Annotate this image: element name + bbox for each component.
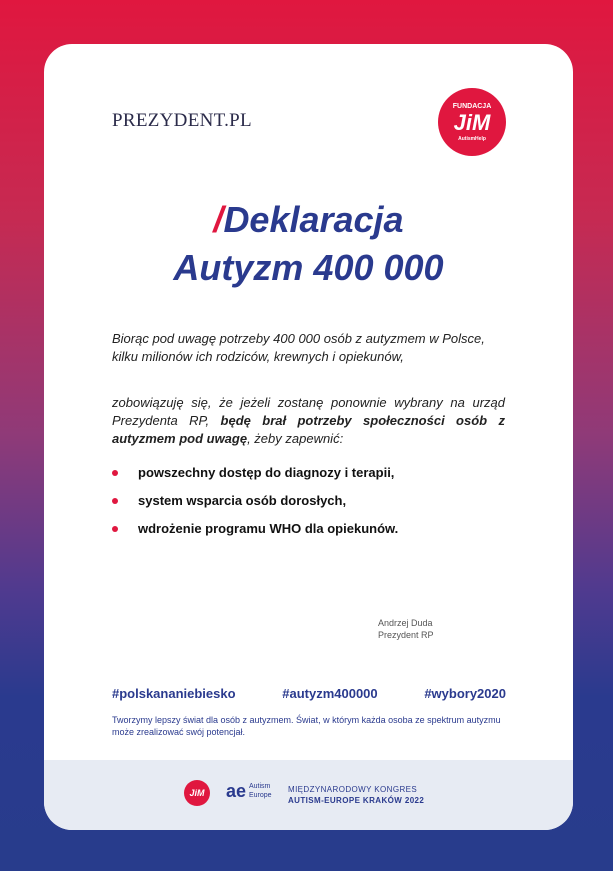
- jim-badge-top: FUNDACJA: [452, 103, 492, 110]
- footer: [44, 760, 573, 830]
- page-title: [44, 196, 573, 292]
- bullet-dot-icon: [112, 498, 118, 504]
- tagline: Tworzymy lepszy świat dla osób z autyzmem. Świat, w którym każda osoba ze spektrum autyzmu może zrealizować swój potencjał.: [112, 715, 501, 737]
- list-item: system wsparcia osób dorosłych,: [110, 492, 398, 520]
- jim-badge-sub: AutismHelp: [458, 136, 486, 142]
- jim-foundation-logo: [438, 88, 506, 156]
- commitment-paragraph: [112, 394, 505, 448]
- hashtag-polskananiebiesko[interactable]: #polskananiebiesko: [112, 686, 236, 701]
- congress-line-2: AUTISM-EUROPE KRAKÓW 2022: [288, 796, 425, 805]
- intro-paragraph: Biorąc pod uwagę potrzeby 400 000 osób z autyzmem w Polsce, kilku milionów ich rodziców, krewnych i opiekunów,: [112, 331, 485, 364]
- prezydent-logo[interactable]: PREZYDENT.PL: [112, 110, 252, 131]
- commitment-end: , żeby zapewnić:: [247, 431, 344, 446]
- commitment-start: zobowiązuję się, że jeżeli zostanę ponownie wybrany na urząd Prezydenta RP,: [112, 395, 505, 428]
- title-slash: /: [213, 199, 224, 240]
- list-item: wdrożenie programu WHO dla opiekunów.: [110, 520, 398, 548]
- congress-label: [288, 784, 424, 806]
- hashtag-autyzm400000[interactable]: #autyzm400000: [282, 686, 378, 701]
- signature-role: Prezydent RP: [378, 630, 434, 640]
- declaration-card: [44, 44, 573, 830]
- commitment-bold: będę brał potrzeby społeczności osób z autyzmem pod uwagę: [112, 413, 505, 446]
- signature-name: Andrzej Duda: [378, 618, 433, 628]
- jim-badge-main: JiM: [453, 110, 491, 135]
- commitment-list: [110, 464, 398, 548]
- hashtag-row: [112, 686, 506, 701]
- jim-footer-logo: JiM: [184, 780, 210, 806]
- autism-europe-logo-icon: ae: [226, 781, 247, 801]
- title-line-1: [44, 196, 573, 244]
- autism-europe-logo-text: Autism Europe: [249, 783, 272, 799]
- list-item: powszechny dostęp do diagnozy i terapii,: [110, 464, 398, 492]
- congress-line-1: MIĘDZYNARODOWY KONGRES: [288, 785, 418, 794]
- signature-block: [378, 617, 434, 641]
- title-word: Deklaracja: [223, 199, 404, 240]
- title-line-2: Autyzm 400 000: [173, 247, 444, 288]
- bullet-dot-icon: [112, 470, 118, 476]
- bullet-dot-icon: [112, 526, 118, 532]
- hashtag-wybory2020[interactable]: #wybory2020: [424, 686, 506, 701]
